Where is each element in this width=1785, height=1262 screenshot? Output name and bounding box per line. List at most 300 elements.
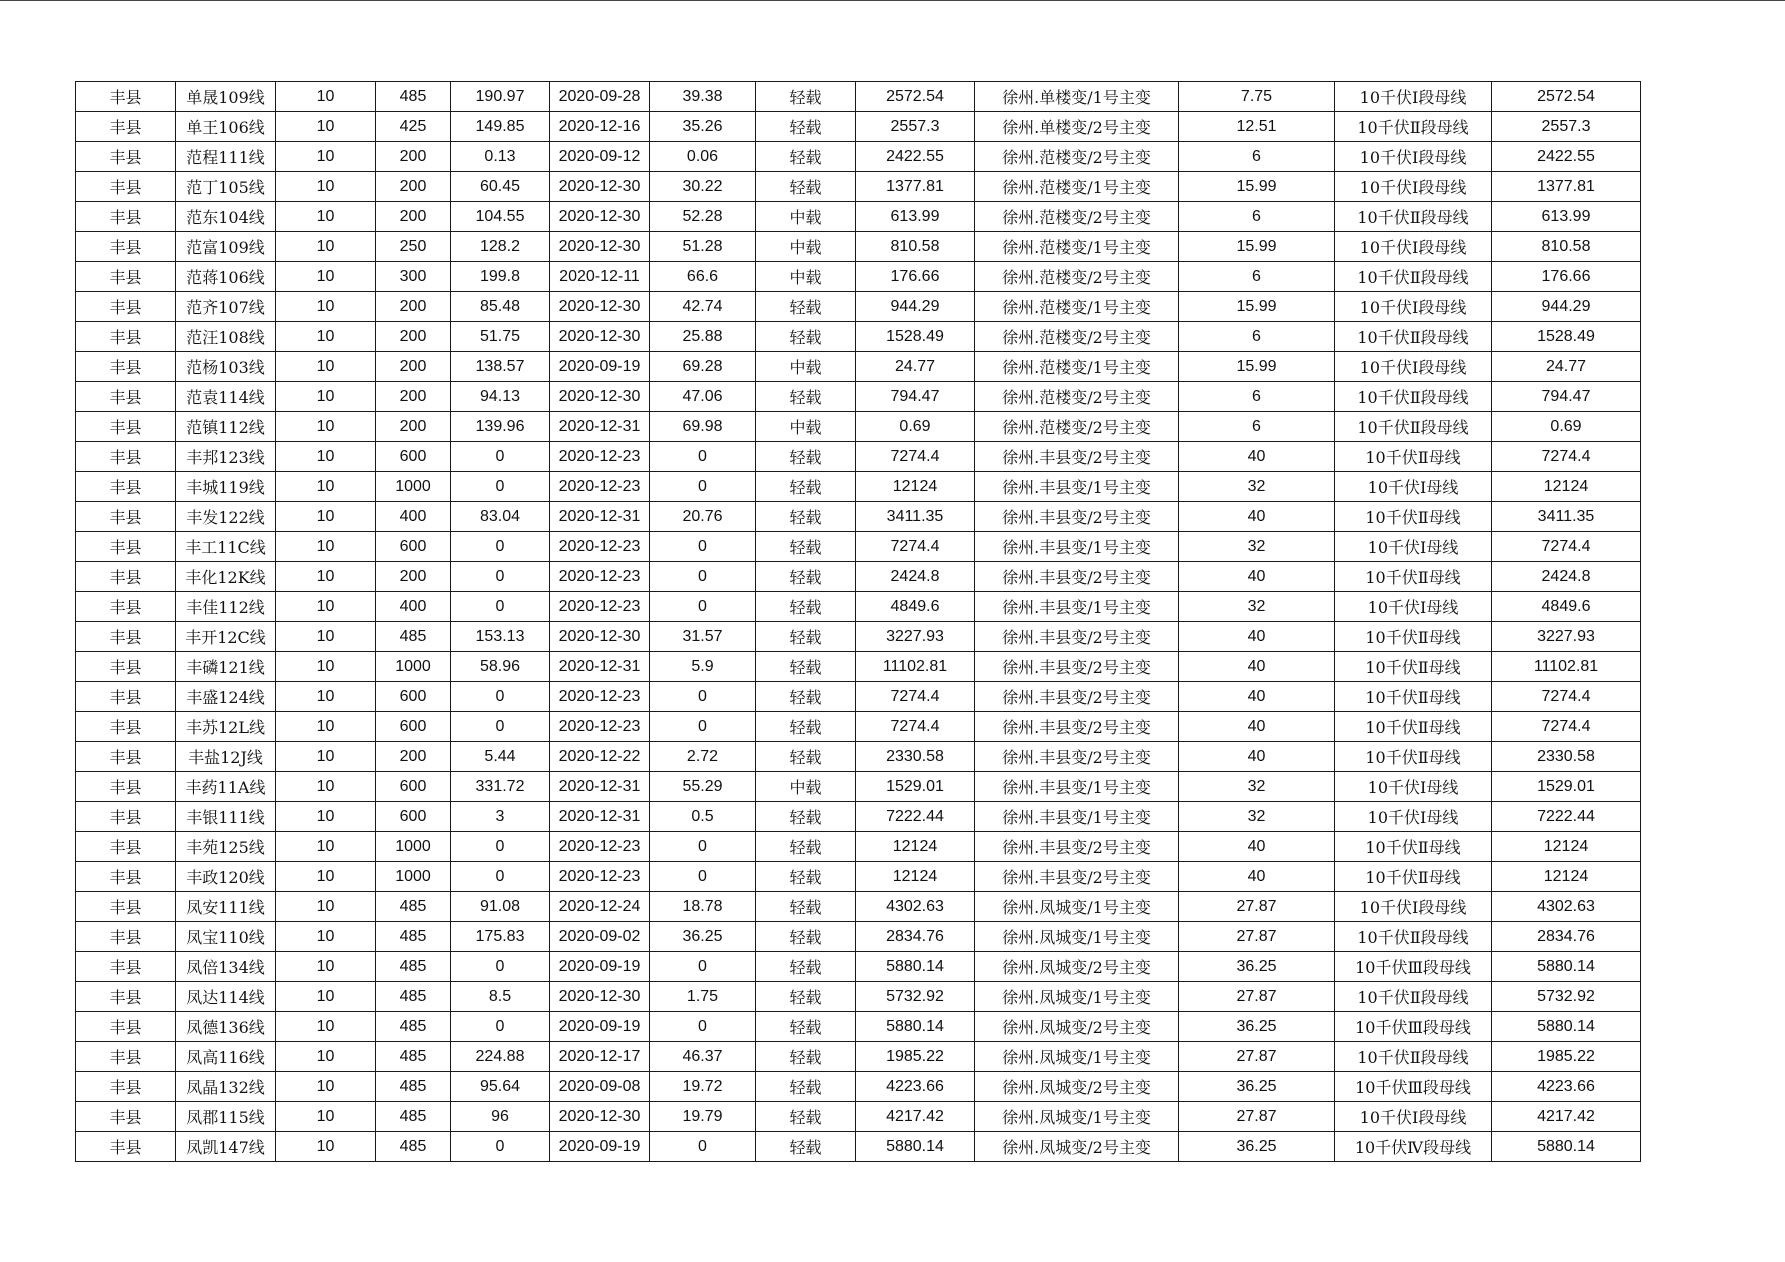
- table-row: [76, 322, 1641, 352]
- cell-transformer-load: 27.87: [1179, 922, 1335, 952]
- cell-county: 丰县: [76, 712, 176, 742]
- cell-load-rate: 19.72: [650, 1072, 756, 1102]
- cell-load-level: 轻载: [756, 712, 856, 742]
- cell-load-level: 轻载: [756, 82, 856, 112]
- cell-bus: 10千伏Ⅰ母线: [1335, 592, 1492, 622]
- cell-line: 丰苏12L线: [176, 712, 276, 742]
- cell-line: 范齐107线: [176, 292, 276, 322]
- cell-transformer: 徐州.丰县变/2号主变: [975, 652, 1179, 682]
- cell-load-rate: 0: [650, 592, 756, 622]
- cell-max-current: 0: [451, 832, 550, 862]
- table-row: [76, 142, 1641, 172]
- cell-transformer: 徐州.范楼变/2号主变: [975, 382, 1179, 412]
- cell-date: 2020-12-30: [550, 382, 650, 412]
- cell-line: 丰邦123线: [176, 442, 276, 472]
- cell-county: 丰县: [76, 382, 176, 412]
- cell-capacity: 1000: [376, 832, 451, 862]
- cell-capacity: 600: [376, 712, 451, 742]
- cell-capacity: 485: [376, 982, 451, 1012]
- cell-available-capacity: 1985.22: [856, 1042, 975, 1072]
- cell-date: 2020-12-30: [550, 982, 650, 1012]
- cell-capacity: 485: [376, 952, 451, 982]
- cell-line: 丰工11C线: [176, 532, 276, 562]
- cell-bus-available: 2424.8: [1492, 562, 1641, 592]
- cell-capacity: 485: [376, 1012, 451, 1042]
- cell-county: 丰县: [76, 202, 176, 232]
- cell-county: 丰县: [76, 232, 176, 262]
- table-row: [76, 292, 1641, 322]
- cell-capacity: 1000: [376, 862, 451, 892]
- cell-available-capacity: 5880.14: [856, 1132, 975, 1162]
- cell-county: 丰县: [76, 112, 176, 142]
- cell-capacity: 485: [376, 622, 451, 652]
- table-row: [76, 682, 1641, 712]
- cell-line: 凤德136线: [176, 1012, 276, 1042]
- cell-available-capacity: 1377.81: [856, 172, 975, 202]
- cell-capacity: 200: [376, 412, 451, 442]
- cell-county: 丰县: [76, 142, 176, 172]
- cell-transformer: 徐州.范楼变/1号主变: [975, 352, 1179, 382]
- cell-county: 丰县: [76, 802, 176, 832]
- cell-transformer: 徐州.单楼变/2号主变: [975, 112, 1179, 142]
- cell-transformer-load: 12.51: [1179, 112, 1335, 142]
- cell-line: 丰盐12J线: [176, 742, 276, 772]
- cell-transformer-load: 32: [1179, 532, 1335, 562]
- table-row: [76, 922, 1641, 952]
- cell-date: 2020-12-22: [550, 742, 650, 772]
- cell-bus-available: 7274.4: [1492, 682, 1641, 712]
- cell-load-level: 轻载: [756, 802, 856, 832]
- cell-max-current: 224.88: [451, 1042, 550, 1072]
- table-row: [76, 952, 1641, 982]
- cell-available-capacity: 7222.44: [856, 802, 975, 832]
- cell-load-level: 轻载: [756, 1132, 856, 1162]
- cell-bus: 10千伏Ⅱ母线: [1335, 682, 1492, 712]
- cell-available-capacity: 3411.35: [856, 502, 975, 532]
- cell-transformer-load: 15.99: [1179, 172, 1335, 202]
- cell-load-level: 轻载: [756, 952, 856, 982]
- cell-transformer: 徐州.丰县变/2号主变: [975, 622, 1179, 652]
- cell-max-current: 0: [451, 1132, 550, 1162]
- cell-voltage: 10: [276, 382, 376, 412]
- cell-transformer: 徐州.凤城变/1号主变: [975, 982, 1179, 1012]
- cell-available-capacity: 7274.4: [856, 682, 975, 712]
- cell-capacity: 300: [376, 262, 451, 292]
- cell-date: 2020-12-30: [550, 622, 650, 652]
- cell-date: 2020-12-23: [550, 562, 650, 592]
- cell-bus-available: 0.69: [1492, 412, 1641, 442]
- cell-bus-available: 5880.14: [1492, 952, 1641, 982]
- cell-transformer: 徐州.范楼变/2号主变: [975, 412, 1179, 442]
- cell-bus-available: 3411.35: [1492, 502, 1641, 532]
- cell-transformer-load: 40: [1179, 712, 1335, 742]
- cell-load-rate: 0: [650, 712, 756, 742]
- cell-voltage: 10: [276, 562, 376, 592]
- cell-transformer: 徐州.凤城变/2号主变: [975, 1132, 1179, 1162]
- cell-load-rate: 30.22: [650, 172, 756, 202]
- table-row: [76, 862, 1641, 892]
- cell-capacity: 250: [376, 232, 451, 262]
- cell-capacity: 600: [376, 532, 451, 562]
- cell-line: 单晟109线: [176, 82, 276, 112]
- cell-county: 丰县: [76, 652, 176, 682]
- cell-line: 范蒋106线: [176, 262, 276, 292]
- cell-date: 2020-12-23: [550, 862, 650, 892]
- cell-bus-available: 5880.14: [1492, 1012, 1641, 1042]
- cell-county: 丰县: [76, 862, 176, 892]
- cell-max-current: 0: [451, 712, 550, 742]
- cell-transformer: 徐州.单楼变/1号主变: [975, 82, 1179, 112]
- cell-capacity: 425: [376, 112, 451, 142]
- cell-line: 范富109线: [176, 232, 276, 262]
- cell-available-capacity: 7274.4: [856, 712, 975, 742]
- cell-capacity: 200: [376, 352, 451, 382]
- cell-bus-available: 5880.14: [1492, 1132, 1641, 1162]
- cell-voltage: 10: [276, 652, 376, 682]
- cell-max-current: 0: [451, 532, 550, 562]
- cell-voltage: 10: [276, 142, 376, 172]
- cell-max-current: 128.2: [451, 232, 550, 262]
- cell-date: 2020-09-08: [550, 1072, 650, 1102]
- cell-transformer: 徐州.凤城变/1号主变: [975, 1042, 1179, 1072]
- cell-voltage: 10: [276, 1132, 376, 1162]
- cell-capacity: 485: [376, 1102, 451, 1132]
- cell-date: 2020-12-30: [550, 292, 650, 322]
- cell-date: 2020-09-19: [550, 952, 650, 982]
- cell-bus: 10千伏Ⅱ母线: [1335, 862, 1492, 892]
- table-row: [76, 532, 1641, 562]
- cell-load-level: 轻载: [756, 1102, 856, 1132]
- cell-max-current: 139.96: [451, 412, 550, 442]
- cell-bus-available: 613.99: [1492, 202, 1641, 232]
- cell-load-level: 轻载: [756, 922, 856, 952]
- cell-county: 丰县: [76, 1042, 176, 1072]
- cell-line: 范东104线: [176, 202, 276, 232]
- cell-bus: 10千伏Ⅱ母线: [1335, 712, 1492, 742]
- cell-capacity: 485: [376, 82, 451, 112]
- table-row: [76, 622, 1641, 652]
- cell-load-level: 轻载: [756, 682, 856, 712]
- table-row: [76, 112, 1641, 142]
- cell-voltage: 10: [276, 922, 376, 952]
- cell-line: 丰开12C线: [176, 622, 276, 652]
- cell-load-level: 轻载: [756, 652, 856, 682]
- cell-bus: 10千伏Ⅰ母线: [1335, 532, 1492, 562]
- cell-bus-available: 5732.92: [1492, 982, 1641, 1012]
- cell-bus-available: 176.66: [1492, 262, 1641, 292]
- table-row: [76, 592, 1641, 622]
- cell-bus: 10千伏Ⅰ段母线: [1335, 142, 1492, 172]
- cell-load-rate: 66.6: [650, 262, 756, 292]
- cell-transformer-load: 7.75: [1179, 82, 1335, 112]
- cell-transformer: 徐州.凤城变/2号主变: [975, 952, 1179, 982]
- cell-line: 丰城119线: [176, 472, 276, 502]
- cell-bus: 10千伏Ⅰ段母线: [1335, 172, 1492, 202]
- cell-voltage: 10: [276, 202, 376, 232]
- cell-load-rate: 0: [650, 442, 756, 472]
- cell-capacity: 200: [376, 202, 451, 232]
- cell-max-current: 0: [451, 592, 550, 622]
- cell-load-level: 轻载: [756, 562, 856, 592]
- cell-load-level: 轻载: [756, 982, 856, 1012]
- cell-max-current: 91.08: [451, 892, 550, 922]
- cell-bus: 10千伏Ⅰ段母线: [1335, 232, 1492, 262]
- cell-transformer: 徐州.丰县变/2号主变: [975, 682, 1179, 712]
- cell-date: 2020-12-30: [550, 322, 650, 352]
- cell-load-rate: 0: [650, 472, 756, 502]
- cell-bus: 10千伏Ⅱ母线: [1335, 442, 1492, 472]
- table-body: [76, 82, 1641, 1162]
- cell-load-level: 轻载: [756, 502, 856, 532]
- table-row: [76, 892, 1641, 922]
- cell-bus-available: 4302.63: [1492, 892, 1641, 922]
- cell-line: 丰佳112线: [176, 592, 276, 622]
- cell-line: 范镇112线: [176, 412, 276, 442]
- cell-load-level: 轻载: [756, 442, 856, 472]
- cell-bus: 10千伏Ⅱ段母线: [1335, 412, 1492, 442]
- cell-load-level: 轻载: [756, 112, 856, 142]
- cell-capacity: 485: [376, 1132, 451, 1162]
- cell-transformer-load: 32: [1179, 472, 1335, 502]
- cell-available-capacity: 4217.42: [856, 1102, 975, 1132]
- cell-voltage: 10: [276, 442, 376, 472]
- cell-load-rate: 51.28: [650, 232, 756, 262]
- page-top-border: [0, 0, 1785, 1]
- cell-date: 2020-12-23: [550, 682, 650, 712]
- cell-load-rate: 0: [650, 1012, 756, 1042]
- cell-transformer: 徐州.丰县变/2号主变: [975, 832, 1179, 862]
- cell-load-rate: 47.06: [650, 382, 756, 412]
- cell-county: 丰县: [76, 172, 176, 202]
- cell-bus: 10千伏Ⅱ段母线: [1335, 322, 1492, 352]
- cell-county: 丰县: [76, 502, 176, 532]
- table-row: [76, 652, 1641, 682]
- cell-date: 2020-09-12: [550, 142, 650, 172]
- cell-county: 丰县: [76, 1012, 176, 1042]
- cell-transformer-load: 40: [1179, 742, 1335, 772]
- cell-bus-available: 12124: [1492, 472, 1641, 502]
- cell-transformer-load: 40: [1179, 652, 1335, 682]
- cell-capacity: 1000: [376, 472, 451, 502]
- cell-bus: 10千伏Ⅱ段母线: [1335, 982, 1492, 1012]
- cell-voltage: 10: [276, 502, 376, 532]
- cell-max-current: 199.8: [451, 262, 550, 292]
- cell-county: 丰县: [76, 922, 176, 952]
- table-row: [76, 472, 1641, 502]
- cell-county: 丰县: [76, 442, 176, 472]
- cell-available-capacity: 2330.58: [856, 742, 975, 772]
- cell-bus: 10千伏Ⅳ段母线: [1335, 1132, 1492, 1162]
- cell-available-capacity: 2424.8: [856, 562, 975, 592]
- cell-available-capacity: 810.58: [856, 232, 975, 262]
- cell-transformer-load: 32: [1179, 592, 1335, 622]
- cell-available-capacity: 944.29: [856, 292, 975, 322]
- cell-line: 范丁105线: [176, 172, 276, 202]
- cell-voltage: 10: [276, 592, 376, 622]
- cell-line: 范袁114线: [176, 382, 276, 412]
- cell-line: 凤倍134线: [176, 952, 276, 982]
- cell-load-rate: 39.38: [650, 82, 756, 112]
- cell-date: 2020-12-30: [550, 1102, 650, 1132]
- cell-max-current: 83.04: [451, 502, 550, 532]
- cell-capacity: 485: [376, 1072, 451, 1102]
- cell-capacity: 1000: [376, 652, 451, 682]
- cell-line: 丰发122线: [176, 502, 276, 532]
- cell-bus-available: 1985.22: [1492, 1042, 1641, 1072]
- cell-voltage: 10: [276, 832, 376, 862]
- cell-capacity: 600: [376, 802, 451, 832]
- cell-county: 丰县: [76, 982, 176, 1012]
- cell-voltage: 10: [276, 742, 376, 772]
- cell-bus-available: 4849.6: [1492, 592, 1641, 622]
- table-row: [76, 832, 1641, 862]
- cell-county: 丰县: [76, 772, 176, 802]
- table-row: [76, 1042, 1641, 1072]
- cell-capacity: 200: [376, 562, 451, 592]
- cell-date: 2020-09-19: [550, 1132, 650, 1162]
- cell-transformer: 徐州.范楼变/2号主变: [975, 142, 1179, 172]
- cell-available-capacity: 176.66: [856, 262, 975, 292]
- cell-transformer-load: 6: [1179, 382, 1335, 412]
- cell-date: 2020-09-19: [550, 352, 650, 382]
- cell-bus-available: 3227.93: [1492, 622, 1641, 652]
- cell-load-level: 轻载: [756, 1012, 856, 1042]
- cell-transformer: 徐州.范楼变/1号主变: [975, 292, 1179, 322]
- cell-bus: 10千伏Ⅲ段母线: [1335, 1012, 1492, 1042]
- cell-bus-available: 810.58: [1492, 232, 1641, 262]
- cell-bus-available: 1529.01: [1492, 772, 1641, 802]
- cell-transformer: 徐州.范楼变/2号主变: [975, 322, 1179, 352]
- cell-bus: 10千伏Ⅱ母线: [1335, 502, 1492, 532]
- cell-line: 凤晶132线: [176, 1072, 276, 1102]
- cell-available-capacity: 613.99: [856, 202, 975, 232]
- cell-voltage: 10: [276, 532, 376, 562]
- table-row: [76, 442, 1641, 472]
- cell-max-current: 190.97: [451, 82, 550, 112]
- cell-voltage: 10: [276, 412, 376, 442]
- cell-voltage: 10: [276, 682, 376, 712]
- cell-transformer: 徐州.范楼变/2号主变: [975, 202, 1179, 232]
- cell-bus-available: 944.29: [1492, 292, 1641, 322]
- cell-voltage: 10: [276, 802, 376, 832]
- cell-max-current: 138.57: [451, 352, 550, 382]
- cell-capacity: 485: [376, 922, 451, 952]
- cell-bus-available: 7274.4: [1492, 442, 1641, 472]
- cell-county: 丰县: [76, 562, 176, 592]
- cell-load-level: 轻载: [756, 472, 856, 502]
- cell-load-rate: 0.5: [650, 802, 756, 832]
- cell-transformer-load: 6: [1179, 262, 1335, 292]
- table-row: [76, 1132, 1641, 1162]
- cell-date: 2020-12-31: [550, 502, 650, 532]
- table-row: [76, 712, 1641, 742]
- cell-county: 丰县: [76, 352, 176, 382]
- cell-bus: 10千伏Ⅰ段母线: [1335, 352, 1492, 382]
- table-row: [76, 172, 1641, 202]
- cell-bus-available: 2834.76: [1492, 922, 1641, 952]
- cell-capacity: 200: [376, 142, 451, 172]
- table-row: [76, 1072, 1641, 1102]
- cell-max-current: 5.44: [451, 742, 550, 772]
- cell-max-current: 0: [451, 442, 550, 472]
- cell-voltage: 10: [276, 232, 376, 262]
- cell-load-rate: 55.29: [650, 772, 756, 802]
- cell-transformer: 徐州.范楼变/2号主变: [975, 262, 1179, 292]
- cell-date: 2020-12-30: [550, 232, 650, 262]
- cell-max-current: 3: [451, 802, 550, 832]
- cell-transformer-load: 27.87: [1179, 1102, 1335, 1132]
- table-row: [76, 82, 1641, 112]
- cell-county: 丰县: [76, 472, 176, 502]
- cell-bus-available: 1377.81: [1492, 172, 1641, 202]
- cell-load-level: 轻载: [756, 322, 856, 352]
- cell-transformer-load: 6: [1179, 412, 1335, 442]
- cell-voltage: 10: [276, 1042, 376, 1072]
- cell-capacity: 200: [376, 382, 451, 412]
- cell-bus: 10千伏Ⅰ母线: [1335, 802, 1492, 832]
- cell-bus: 10千伏Ⅰ段母线: [1335, 1102, 1492, 1132]
- cell-bus-available: 12124: [1492, 832, 1641, 862]
- table-row: [76, 202, 1641, 232]
- cell-load-level: 轻载: [756, 592, 856, 622]
- cell-county: 丰县: [76, 622, 176, 652]
- cell-line: 凤凯147线: [176, 1132, 276, 1162]
- table-row: [76, 352, 1641, 382]
- cell-available-capacity: 11102.81: [856, 652, 975, 682]
- cell-county: 丰县: [76, 1072, 176, 1102]
- cell-transformer-load: 36.25: [1179, 952, 1335, 982]
- cell-transformer-load: 40: [1179, 862, 1335, 892]
- cell-line: 单王106线: [176, 112, 276, 142]
- cell-load-rate: 0: [650, 532, 756, 562]
- cell-available-capacity: 7274.4: [856, 532, 975, 562]
- cell-load-rate: 0: [650, 952, 756, 982]
- cell-transformer-load: 15.99: [1179, 232, 1335, 262]
- table-row: [76, 772, 1641, 802]
- cell-transformer-load: 15.99: [1179, 292, 1335, 322]
- cell-load-level: 中载: [756, 232, 856, 262]
- cell-load-level: 中载: [756, 412, 856, 442]
- cell-load-rate: 31.57: [650, 622, 756, 652]
- cell-voltage: 10: [276, 172, 376, 202]
- cell-load-rate: 0: [650, 832, 756, 862]
- cell-bus-available: 24.77: [1492, 352, 1641, 382]
- cell-transformer: 徐州.范楼变/1号主变: [975, 232, 1179, 262]
- cell-transformer-load: 6: [1179, 322, 1335, 352]
- cell-capacity: 485: [376, 1042, 451, 1072]
- cell-county: 丰县: [76, 592, 176, 622]
- cell-load-rate: 69.98: [650, 412, 756, 442]
- cell-available-capacity: 2834.76: [856, 922, 975, 952]
- cell-capacity: 600: [376, 442, 451, 472]
- cell-line: 丰盛124线: [176, 682, 276, 712]
- cell-max-current: 58.96: [451, 652, 550, 682]
- cell-transformer: 徐州.丰县变/1号主变: [975, 802, 1179, 832]
- cell-max-current: 51.75: [451, 322, 550, 352]
- cell-bus-available: 2330.58: [1492, 742, 1641, 772]
- cell-bus: 10千伏Ⅱ段母线: [1335, 112, 1492, 142]
- cell-date: 2020-12-31: [550, 652, 650, 682]
- cell-transformer: 徐州.丰县变/2号主变: [975, 502, 1179, 532]
- cell-county: 丰县: [76, 682, 176, 712]
- cell-transformer-load: 6: [1179, 142, 1335, 172]
- cell-transformer-load: 40: [1179, 832, 1335, 862]
- cell-max-current: 104.55: [451, 202, 550, 232]
- cell-load-level: 轻载: [756, 622, 856, 652]
- cell-load-level: 轻载: [756, 742, 856, 772]
- cell-transformer-load: 36.25: [1179, 1012, 1335, 1042]
- cell-date: 2020-12-23: [550, 442, 650, 472]
